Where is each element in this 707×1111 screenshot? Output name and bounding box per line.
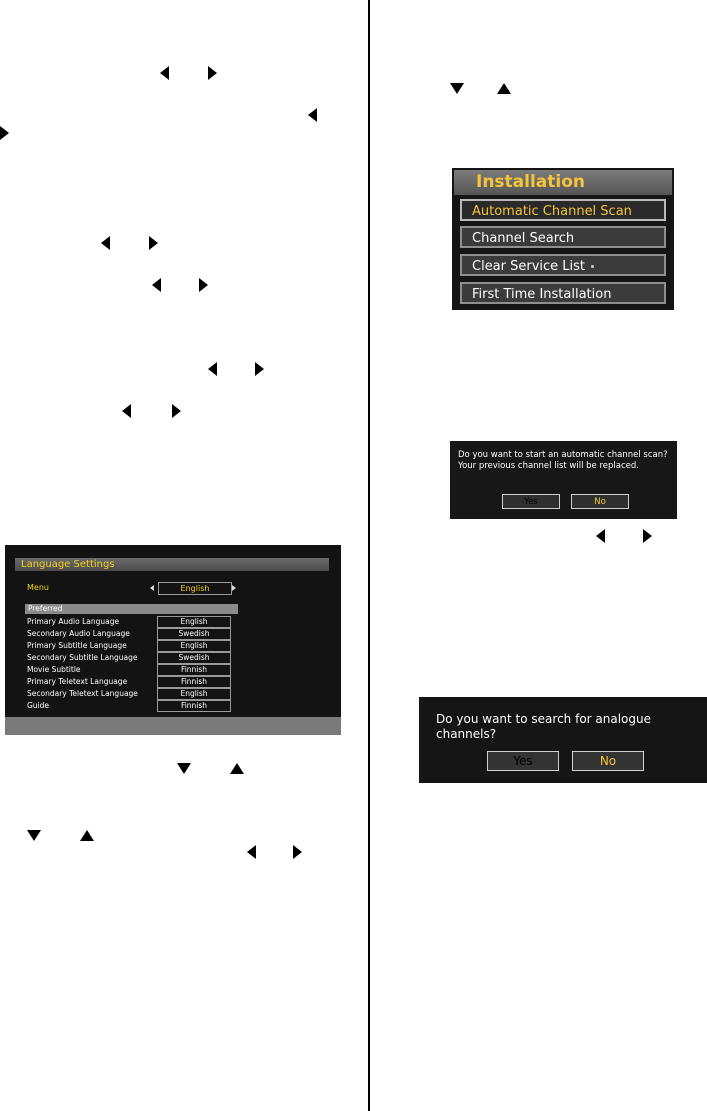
menu-language-select[interactable]: English	[158, 582, 232, 595]
row-label: Primary Subtitle Language	[27, 641, 127, 650]
menu-right-arrow-icon[interactable]	[232, 585, 236, 591]
row-label: Guide	[27, 701, 50, 710]
left-arrow-icon	[208, 362, 217, 376]
column-divider	[368, 0, 370, 1111]
language-settings-title: Language Settings	[15, 558, 329, 571]
preferred-header: Preferred	[25, 604, 238, 614]
down-arrow-icon	[27, 830, 41, 841]
language-row[interactable]	[27, 652, 237, 663]
row-label: Primary Audio Language	[27, 617, 120, 626]
no-button[interactable]: No	[571, 494, 629, 509]
right-arrow-icon	[255, 362, 264, 376]
left-arrow-icon	[101, 236, 110, 250]
row-value[interactable]: English	[157, 616, 231, 628]
up-arrow-icon	[80, 830, 94, 841]
dialog-message: Do you want to start an automatic channel scan? Your previous channel list will be replaced.	[458, 450, 668, 471]
right-arrow-icon	[208, 66, 217, 80]
menu-item-channel-search[interactable]: Channel Search	[460, 226, 666, 248]
right-arrow-icon	[199, 278, 208, 292]
right-arrow-icon	[293, 845, 302, 859]
dialog-message: Do you want to search for analogue channels?	[436, 712, 651, 741]
auto-scan-dialog	[450, 441, 677, 519]
menu-label: Menu	[27, 583, 49, 592]
down-arrow-icon	[177, 763, 191, 774]
language-row[interactable]	[27, 676, 237, 687]
up-arrow-icon	[230, 763, 244, 774]
right-arrow-icon	[172, 404, 181, 418]
right-arrow-icon	[643, 529, 652, 543]
language-row[interactable]	[27, 688, 237, 699]
row-value[interactable]: Swedish	[157, 652, 231, 664]
yes-button[interactable]: Yes	[502, 494, 560, 509]
language-row[interactable]	[27, 640, 237, 651]
panel-footer	[5, 717, 341, 735]
menu-item-first-time-installation[interactable]: First Time Installation	[460, 282, 666, 304]
left-arrow-icon	[122, 404, 131, 418]
left-arrow-icon	[160, 66, 169, 80]
language-row[interactable]	[27, 700, 237, 711]
menu-left-arrow-icon[interactable]	[150, 585, 154, 591]
left-arrow-icon	[247, 845, 256, 859]
no-button[interactable]: No	[572, 751, 644, 771]
row-value[interactable]: English	[157, 688, 231, 700]
row-value[interactable]: Swedish	[157, 628, 231, 640]
left-arrow-icon	[596, 529, 605, 543]
menu-item-automatic-channel-scan[interactable]: Automatic Channel Scan	[460, 199, 666, 221]
row-value[interactable]: Finnish	[157, 700, 231, 712]
dot-icon	[591, 265, 594, 268]
language-row[interactable]	[27, 664, 237, 675]
down-arrow-icon	[450, 83, 464, 94]
left-arrow-icon	[152, 278, 161, 292]
row-label: Movie Subtitle	[27, 665, 81, 674]
language-row[interactable]	[27, 616, 237, 627]
analogue-search-dialog	[419, 697, 707, 783]
menu-item-clear-service-list[interactable]	[460, 254, 666, 276]
row-label: Primary Teletext Language	[27, 677, 128, 686]
row-label: Secondary Audio Language	[27, 629, 130, 638]
right-arrow-icon	[149, 236, 158, 250]
row-value[interactable]: English	[157, 640, 231, 652]
left-arrow-icon	[308, 108, 317, 122]
row-label: Secondary Teletext Language	[27, 689, 138, 698]
right-arrow-icon	[0, 126, 9, 140]
installation-title: Installation	[454, 170, 672, 195]
menu-item-label: Clear Service List	[472, 259, 586, 274]
language-settings-panel	[5, 545, 341, 735]
row-label: Secondary Subtitle Language	[27, 653, 138, 662]
installation-menu	[452, 168, 674, 310]
row-value[interactable]: Finnish	[157, 676, 231, 688]
row-value[interactable]: Finnish	[157, 664, 231, 676]
yes-button[interactable]: Yes	[487, 751, 559, 771]
language-row[interactable]	[27, 628, 237, 639]
up-arrow-icon	[497, 83, 511, 94]
